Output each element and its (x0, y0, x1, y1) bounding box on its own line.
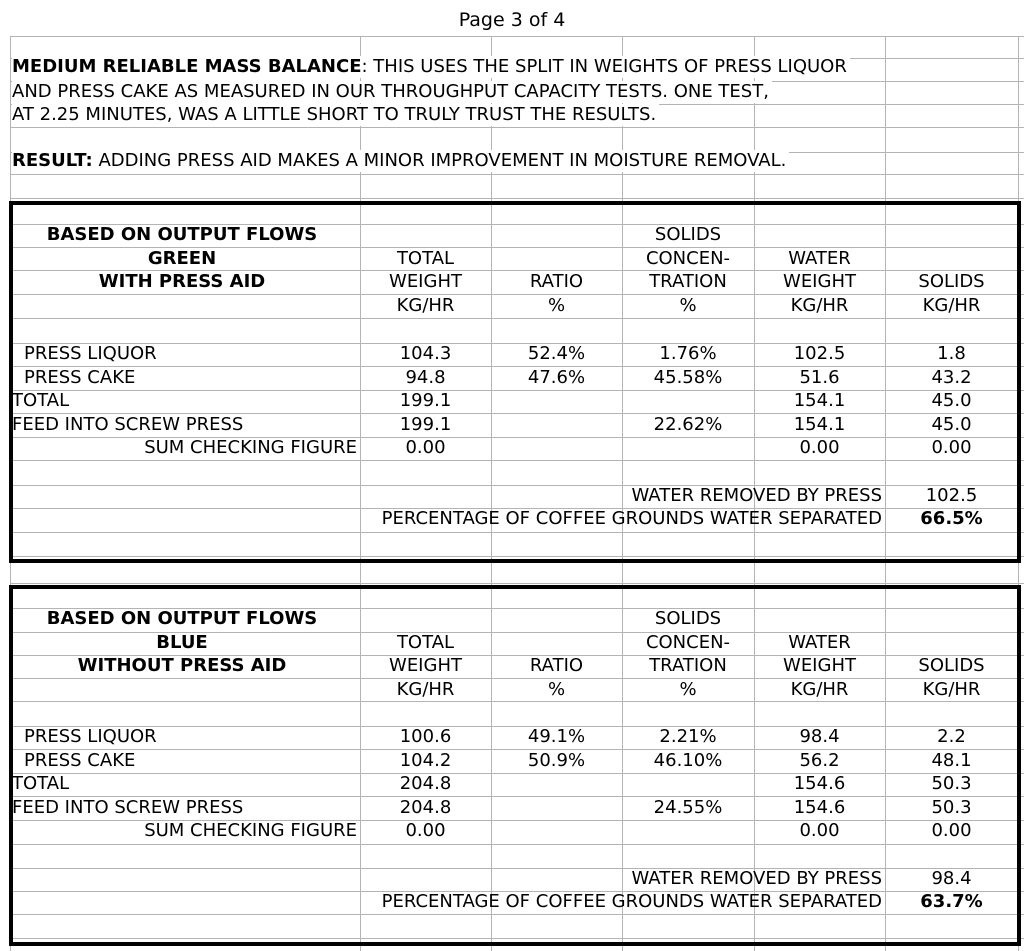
cell-ratio: 52.4% (527, 343, 586, 364)
row-label: PRESS LIQUOR (24, 343, 157, 364)
header-solids-concentration: CONCEN- (645, 247, 731, 269)
header-solids-concentration: SOLIDS (654, 608, 722, 629)
row-label: SUM CHECKING FIGURE (144, 820, 357, 842)
cell-solids: 2.2 (937, 726, 966, 747)
grid-row-line (10, 174, 1024, 175)
cell-conc: 22.62% (653, 413, 723, 435)
grid-row-line (10, 198, 1024, 199)
header-total-weight: KG/HR (396, 294, 455, 316)
cell-solids: 1.8 (937, 343, 966, 364)
table-title-line: BASED ON OUTPUT FLOWS (46, 608, 318, 629)
header-solids-concentration: TRATION (649, 271, 727, 292)
header-ratio: % (547, 678, 566, 700)
percentage-label: PERCENTAGE OF COFFEE GROUNDS WATER SEPARATED (381, 508, 882, 529)
cell-conc: 24.55% (653, 796, 723, 818)
table-title-line: BASED ON OUTPUT FLOWS (46, 224, 318, 245)
cell-water: 154.1 (793, 390, 846, 412)
percentage-label: PERCENTAGE OF COFFEE GROUNDS WATER SEPARATED (381, 891, 882, 912)
row-label: TOTAL (12, 773, 70, 795)
cell-water: 51.6 (799, 366, 840, 388)
cell-water: 154.6 (793, 796, 846, 818)
cell-solids: 45.0 (931, 390, 972, 412)
cell-conc: 1.76% (659, 343, 717, 364)
cell-conc: 2.21% (659, 726, 717, 747)
cell-total: 0.00 (405, 437, 446, 459)
header-ratio: RATIO (529, 655, 584, 676)
cell-total: 0.00 (405, 820, 446, 842)
cell-water: 56.2 (799, 749, 840, 771)
cell-ratio: 47.6% (527, 366, 586, 388)
header-water-weight: KG/HR (790, 678, 849, 700)
cell-solids: 45.0 (931, 413, 972, 435)
water-removed-value: 102.5 (925, 485, 978, 506)
intro-line-1 (12, 56, 850, 78)
grid-row-line (10, 127, 1024, 128)
cell-ratio: 50.9% (527, 749, 586, 771)
cell-total: 199.1 (399, 390, 452, 412)
cell-conc: 46.10% (653, 749, 723, 771)
result-label: RESULT: (12, 150, 93, 171)
cell-solids: 0.00 (931, 820, 972, 842)
cell-conc: 45.58% (653, 366, 723, 388)
row-label: TOTAL (12, 390, 70, 412)
table-title-line: BLUE (156, 631, 208, 653)
water-removed-value: 98.4 (931, 868, 972, 889)
cell-total: 104.3 (399, 343, 452, 364)
header-water-weight: WATER (788, 631, 851, 653)
header-total-weight: TOTAL (396, 247, 455, 269)
page-number: Page 3 of 4 (458, 9, 566, 31)
cell-water: 102.5 (793, 343, 846, 364)
intro-line-3: AT 2.25 MINUTES, WAS A LITTLE SHORT TO TRULY TRUST THE RESULTS. (12, 104, 659, 126)
header-solids: SOLIDS (918, 655, 985, 676)
header-solids-concentration: CONCEN- (645, 631, 731, 653)
cell-solids: 43.2 (931, 366, 972, 388)
intro-heading-suffix: : THIS USES THE SPLIT IN WEIGHTS OF PRESS LIQUOR (361, 56, 847, 77)
row-label: PRESS CAKE (24, 366, 136, 388)
cell-total: 204.8 (399, 796, 452, 818)
cell-water: 154.6 (793, 773, 846, 795)
result-text: ADDING PRESS AID MAKES A MINOR IMPROVEMENT IN MOISTURE REMOVAL. (92, 150, 787, 171)
header-solids-concentration: SOLIDS (654, 224, 722, 245)
header-solids-concentration: TRATION (649, 655, 727, 676)
cell-solids: 0.00 (931, 437, 972, 459)
percentage-value: 63.7% (920, 891, 983, 912)
header-water-weight: WEIGHT (783, 655, 856, 676)
grid-row-line (10, 36, 1024, 37)
water-removed-label: WATER REMOVED BY PRESS (631, 868, 882, 889)
cell-water: 98.4 (799, 726, 840, 747)
header-total-weight: TOTAL (396, 631, 455, 653)
result-line (12, 150, 789, 172)
row-label: FEED INTO SCREW PRESS (12, 413, 244, 435)
cell-total: 94.8 (405, 366, 446, 388)
cell-total: 104.2 (399, 749, 452, 771)
header-water-weight: KG/HR (790, 294, 849, 316)
row-label: FEED INTO SCREW PRESS (12, 796, 244, 818)
intro-heading: MEDIUM RELIABLE MASS BALANCE (12, 56, 362, 77)
cell-water: 0.00 (799, 820, 840, 842)
header-water-weight: WEIGHT (783, 271, 856, 292)
table-title-line: GREEN (147, 247, 217, 269)
percentage-value: 66.5% (920, 508, 983, 529)
header-ratio: % (547, 294, 566, 316)
header-water-weight: WATER (788, 247, 851, 269)
row-label: PRESS LIQUOR (24, 726, 157, 747)
header-total-weight: WEIGHT (389, 271, 462, 292)
header-total-weight: KG/HR (396, 678, 455, 700)
cell-water: 0.00 (799, 437, 840, 459)
cell-solids: 48.1 (931, 749, 972, 771)
cell-solids: 50.3 (931, 773, 972, 795)
header-solids-concentration: % (679, 294, 697, 316)
cell-total: 199.1 (399, 413, 452, 435)
cell-solids: 50.3 (931, 796, 972, 818)
cell-ratio: 49.1% (527, 726, 586, 747)
grid-row-line (10, 583, 1024, 584)
cell-water: 154.1 (793, 413, 846, 435)
header-total-weight: WEIGHT (389, 655, 462, 676)
header-solids: SOLIDS (918, 271, 985, 292)
intro-line-2: AND PRESS CAKE AS MEASURED IN OUR THROUGHPUT CAPACITY TESTS. ONE TEST, (12, 81, 772, 103)
water-removed-label: WATER REMOVED BY PRESS (631, 485, 882, 506)
header-solids-concentration: % (679, 678, 697, 700)
header-ratio: RATIO (529, 271, 584, 292)
header-solids: KG/HR (922, 678, 981, 700)
cell-total: 204.8 (399, 773, 452, 795)
header-solids: KG/HR (922, 294, 981, 316)
row-label: SUM CHECKING FIGURE (144, 437, 357, 459)
cell-total: 100.6 (399, 726, 452, 747)
table-title-line: WITH PRESS AID (98, 271, 266, 292)
row-label: PRESS CAKE (24, 749, 136, 771)
table-title-line: WITHOUT PRESS AID (77, 655, 287, 676)
